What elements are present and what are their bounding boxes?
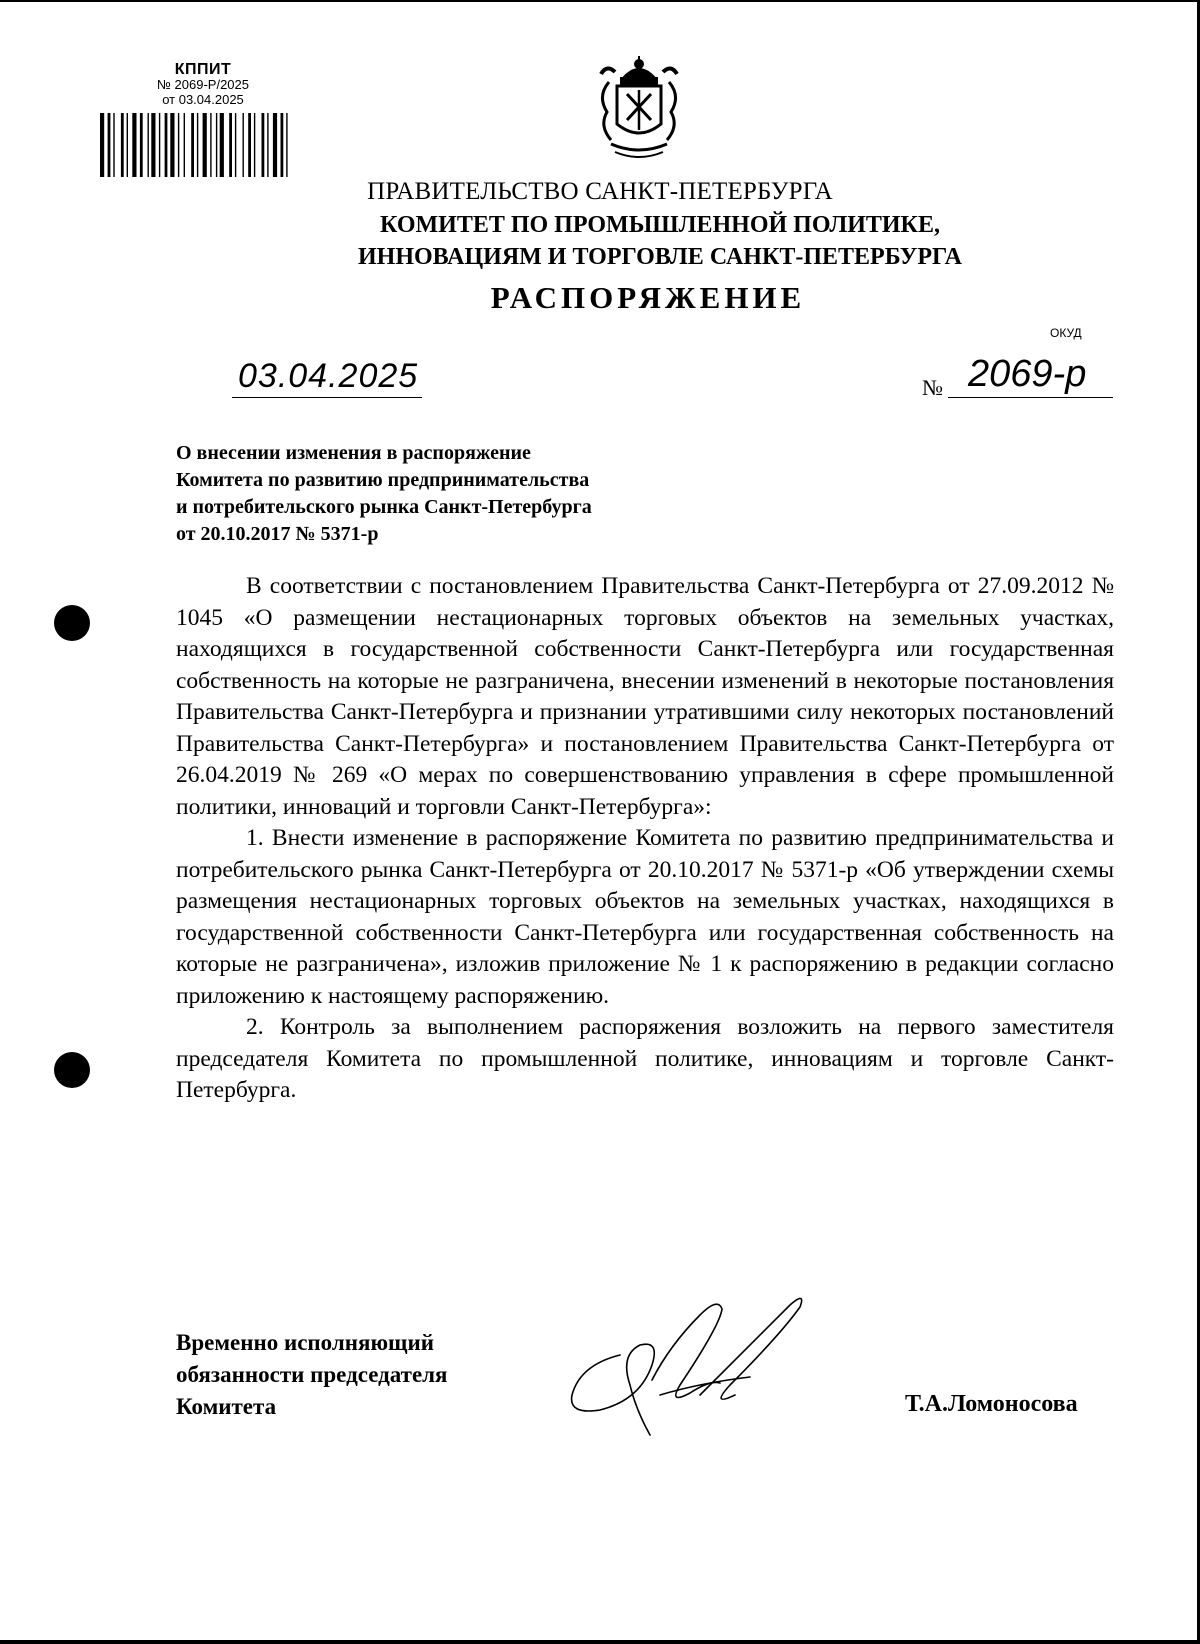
barcode-bar <box>159 113 160 177</box>
document-number-field <box>948 353 1113 398</box>
signatory-name: Т.А.Ломоносова <box>905 1391 1078 1417</box>
barcode-bar <box>273 113 277 177</box>
barcode-bar <box>229 113 232 177</box>
barcode-bar <box>132 113 136 177</box>
coat-of-arms-icon <box>593 56 685 164</box>
barcode-bar <box>113 113 114 177</box>
barcode-bar <box>165 113 168 177</box>
barcode-bar <box>248 113 251 177</box>
signatory-role <box>176 1327 448 1423</box>
barcode-bar <box>184 113 185 177</box>
number-label: № <box>922 375 943 400</box>
barcode-bar <box>254 113 255 177</box>
barcode-bar <box>220 113 224 177</box>
barcode-bar <box>203 113 207 177</box>
barcode-bar <box>210 113 211 177</box>
document-body <box>176 571 1114 1107</box>
barcode-bar <box>140 113 143 177</box>
signatory-role-line: обязанности председателя <box>176 1362 448 1387</box>
punch-hole-mark <box>54 1052 90 1088</box>
subject-line: О внесении изменения в распоряжение <box>176 442 531 464</box>
subject-line: Комитета по развитию предпринимательства <box>176 469 590 491</box>
okud-label: ОКУД <box>1050 326 1082 340</box>
barcode-bar <box>281 113 284 177</box>
document-subject <box>176 440 592 548</box>
committee-title-line2: ИННОВАЦИЯМ И ТОРГОВЛЕ САНКТ-ПЕТЕРБУРГА <box>357 244 962 270</box>
document-date-field <box>232 357 422 398</box>
barcode-bar <box>286 113 287 177</box>
signatory-role-line: Комитета <box>176 1394 277 1419</box>
subject-line: и потребительского рынка Санкт-Петербурга <box>176 496 592 518</box>
barcode-bar <box>197 113 198 177</box>
barcode-bar <box>191 113 194 177</box>
document-type-title: РАСПОРЯЖЕНИЕ <box>490 280 806 315</box>
government-title: ПРАВИТЕЛЬСТВО САНКТ-ПЕТЕРБУРГА <box>367 178 833 205</box>
body-paragraph: 2. Контроль за выполнением распоряжения возложить на первого заместителя председателя Комитета по промышленной политике, инновациям и торговле Санкт-Петербурга. <box>176 1014 1114 1103</box>
stamp-number: № 2069-Р/2025 <box>156 77 249 92</box>
barcode-bar <box>108 113 111 177</box>
committee-title-line1: КОМИТЕТ ПО ПРОМЫШЛЕННОЙ ПОЛИТИКЕ, <box>380 212 940 238</box>
barcode-bar <box>267 113 268 177</box>
barcode-bar <box>216 113 217 177</box>
signatory-role-line: Временно исполняющий <box>176 1330 434 1355</box>
barcode-bar <box>262 113 265 177</box>
barcode-icon <box>100 113 306 177</box>
barcode-bar <box>100 113 104 177</box>
scan-edge-top <box>0 0 1200 2</box>
body-paragraph: В соответствии с постановлением Правительства Санкт-Петербурга от 27.09.2012 № 1045 «О размещении нестационарных торговых объектов на земельных участках, находящихся в государственной собственности Санкт-Петербурга или государственная собственность на которые не разграничена, внесении изменений в некоторые постановления Правительства Санкт-Петербурга и признании утратившими силу некоторых постановлений Правительства Санкт-Петербурга» и постановлением Правительства Санкт-Петербурга от 26.04.2019 № 269 «О мерах по совершенствованию управления в сфере промышленной политики, инноваций и торговли Санкт-Петербурга»: <box>176 573 1114 820</box>
barcode-bar <box>151 113 155 177</box>
barcode-bar <box>243 113 244 177</box>
barcode-bar <box>148 113 149 177</box>
punch-hole-mark <box>54 605 90 641</box>
stamp-date: от 03.04.2025 <box>162 92 244 107</box>
scan-edge-bottom <box>0 1640 1200 1644</box>
barcode-bar <box>127 113 128 177</box>
barcode-bar <box>178 113 179 177</box>
document-number: 2069-р <box>968 353 1087 395</box>
registration-stamp <box>98 62 308 107</box>
document-date: 03.04.2025 <box>238 357 419 395</box>
barcode-bar <box>170 113 174 177</box>
handwritten-signature-icon <box>560 1285 830 1445</box>
subject-line: от 20.10.2017 № 5371-р <box>176 523 379 545</box>
body-paragraph: 1. Внести изменение в распоряжение Комитета по развитию предпринимательства и потребительского рынка Санкт-Петербурга от 20.10.2017 № 5371-р «Об утверждении схемы размещения нестационарных торговых объектов на земельных участках, находящихся в государственной собственности Санкт-Петербурга или государственная собственность на которые не разграничена», изложив приложение № 1 к распоряжению в редакции согласно приложению к настоящему распоряжению. <box>176 825 1114 1009</box>
barcode-bar <box>121 113 124 177</box>
stamp-code: КППИТ <box>174 61 232 78</box>
barcode-bar <box>235 113 236 177</box>
